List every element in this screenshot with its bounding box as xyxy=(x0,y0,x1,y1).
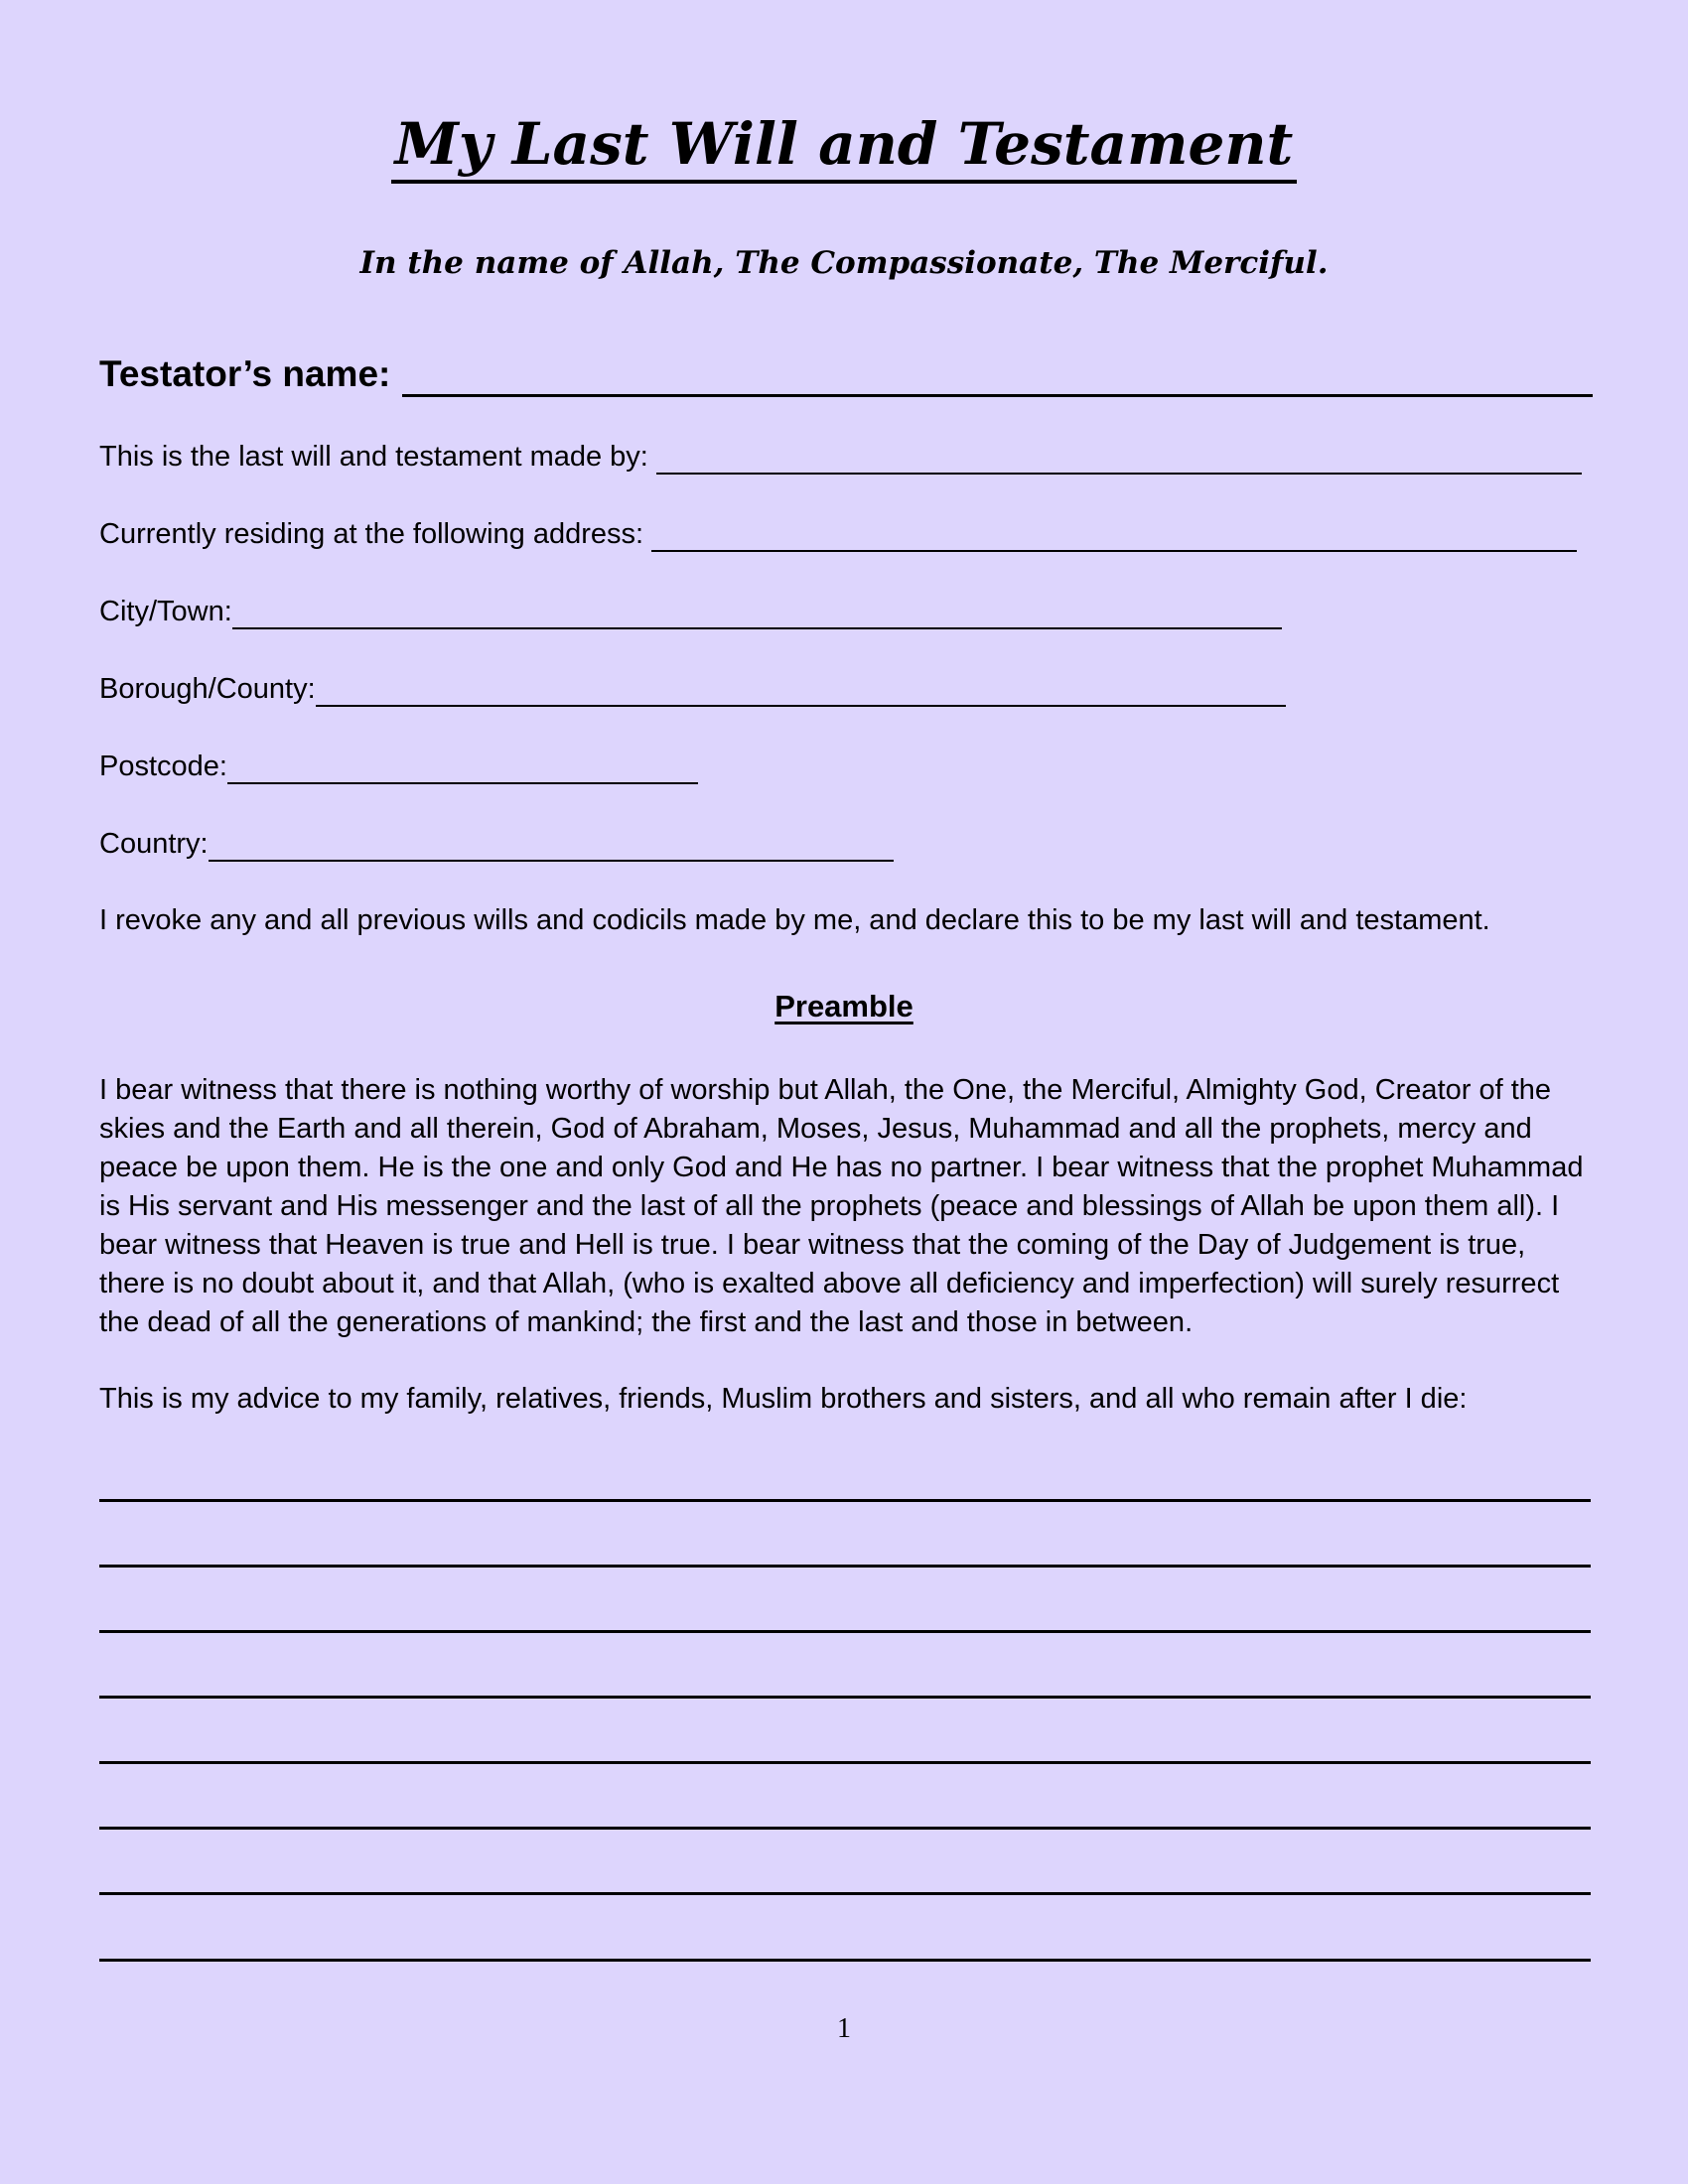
address-line[interactable] xyxy=(651,520,1577,552)
page-number: 1 xyxy=(837,2013,851,2044)
made-by-line[interactable] xyxy=(656,443,1582,475)
advice-line-4[interactable] xyxy=(99,1696,1591,1699)
city-line[interactable] xyxy=(232,598,1282,629)
advice-line-8[interactable] xyxy=(99,1959,1591,1962)
country-line[interactable] xyxy=(209,830,894,862)
advice-line-5[interactable] xyxy=(99,1761,1591,1764)
city-field xyxy=(99,594,1282,629)
advice-intro: This is my advice to my family, relatives, friends, Muslim brothers and sisters, and all who remain after I die: xyxy=(99,1383,1468,1415)
advice-line-7[interactable] xyxy=(99,1892,1591,1895)
city-label: City/Town: xyxy=(99,596,232,627)
preamble-paragraph: I bear witness that there is nothing worthy of worship but Allah, the One, the Merciful, Almighty God, Creator of the skies and the Earth and all therein, God of Abraham, Moses, Jesus, Muhammad and all the prophets, mercy and peace be upon them. He is the one and only God and He has no partner. I bear witness that the prophet Muhammad is His servant and His messenger and the last of all the prophets (peace and blessings of Allah be upon them all). I bear witness that Heaven is true and Hell is true. I bear witness that the coming of the Day of Judgement is true, there is no doubt about it, and that Allah, (who is exalted above all deficiency and imperfection) will surely resurrect the dead of all the generations of mankind; the first and the last and those in between. xyxy=(99,1074,1584,1338)
advice-line-6[interactable] xyxy=(99,1827,1591,1830)
postcode-line[interactable] xyxy=(227,752,698,784)
borough-line[interactable] xyxy=(316,675,1286,707)
made-by-field xyxy=(99,439,1582,475)
address-label: Currently residing at the following address: xyxy=(99,518,644,550)
testator-name-field xyxy=(99,351,1593,397)
advice-line-2[interactable] xyxy=(99,1565,1591,1568)
postcode-field xyxy=(99,749,698,784)
testator-name-label: Testator’s name: xyxy=(99,353,391,394)
preamble-heading xyxy=(0,987,1688,1026)
document-subtitle: In the name of Allah, The Compassionate, The Merciful. xyxy=(359,245,1329,281)
preamble-heading-text: Preamble xyxy=(774,989,914,1024)
advice-line-3[interactable] xyxy=(99,1630,1591,1633)
title-text: My Last Will and Testament xyxy=(391,110,1298,184)
country-field xyxy=(99,826,894,862)
made-by-label: This is the last will and testament made by: xyxy=(99,441,648,473)
revoke-statement: I revoke any and all previous wills and codicils made by me, and declare this to be my last will and testament. xyxy=(99,904,1490,936)
advice-line-1[interactable] xyxy=(99,1499,1591,1502)
testator-name-line[interactable] xyxy=(402,354,1593,397)
postcode-label: Postcode: xyxy=(99,751,227,782)
document-title xyxy=(0,109,1688,179)
address-field xyxy=(99,516,1577,552)
borough-label: Borough/County: xyxy=(99,673,316,705)
country-label: Country: xyxy=(99,828,209,860)
borough-field xyxy=(99,671,1286,707)
